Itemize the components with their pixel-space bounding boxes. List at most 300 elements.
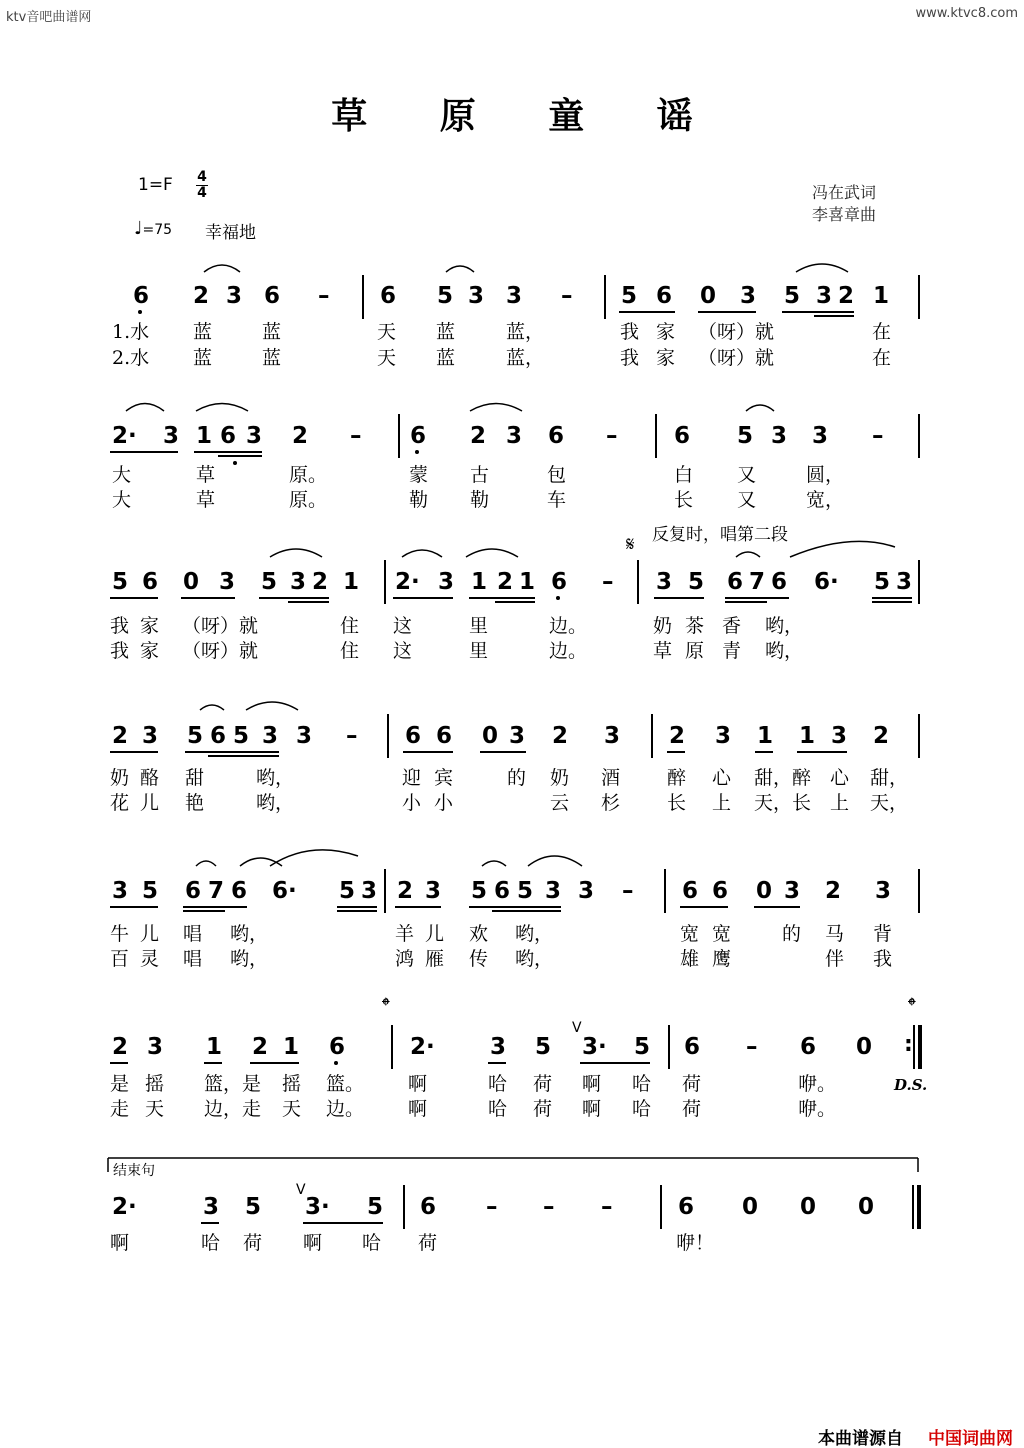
- lyric: 欢: [469, 923, 489, 945]
- watermark-left: ktv音吧曲谱网: [6, 10, 92, 25]
- lyric: 马: [825, 923, 845, 945]
- note: 3: [142, 723, 159, 749]
- lyric: 鹰: [712, 948, 732, 970]
- lyric: 我: [873, 948, 893, 970]
- note: 3: [740, 283, 757, 309]
- lyric: 青: [722, 640, 742, 662]
- note: 3: [219, 569, 236, 595]
- beam-line: [259, 597, 329, 599]
- note: 6: [185, 878, 202, 904]
- footer-source-site[interactable]: 中国词曲网: [928, 1429, 1013, 1448]
- lyric: 花: [110, 792, 130, 814]
- bar-line: [918, 869, 920, 913]
- note: 6·: [814, 569, 839, 595]
- dash: –: [872, 423, 884, 449]
- lyric: 甜，醉: [754, 767, 812, 789]
- note: 1: [206, 1034, 223, 1060]
- bar-line: [918, 714, 920, 758]
- lyric: 心: [712, 767, 732, 789]
- beam-line: [303, 1222, 383, 1224]
- lyric: 草: [196, 489, 216, 511]
- beam-line: [194, 451, 262, 453]
- note: 5: [187, 723, 204, 749]
- lyric: 边。: [326, 1098, 365, 1120]
- bar-line: [384, 869, 386, 913]
- lyric: 甜: [185, 767, 205, 789]
- note: 3: [425, 878, 442, 904]
- note: 6: [420, 1194, 437, 1220]
- lyric: 小: [402, 792, 422, 814]
- dash: –: [606, 423, 618, 449]
- note: 2·: [395, 569, 420, 595]
- note: 6: [142, 569, 159, 595]
- lyric: 我: [620, 321, 640, 343]
- dal-segno-mark: D.S.: [894, 1076, 928, 1094]
- lyric: 哟，: [515, 923, 554, 945]
- lyric: 蓝: [436, 347, 456, 369]
- bar-line: [651, 714, 653, 758]
- lyric: 天: [377, 347, 397, 369]
- beam-line: [667, 751, 685, 753]
- lyric: 荷: [682, 1098, 702, 1120]
- note: 3: [112, 878, 129, 904]
- lyric: 蓝: [262, 321, 282, 343]
- lyric: 伴: [825, 948, 845, 970]
- note: 5: [737, 423, 754, 449]
- song-title: 草 原 童 谣: [331, 95, 723, 137]
- note: 3: [438, 569, 455, 595]
- dash: –: [622, 878, 634, 904]
- lyric: （呀）就: [182, 615, 259, 637]
- note: 1: [757, 723, 774, 749]
- lyric: 圆，: [806, 464, 845, 486]
- note: 1: [873, 283, 890, 309]
- lyric: 雄: [680, 948, 700, 970]
- lyric: 这: [393, 615, 413, 637]
- quarter-note-icon: ♩: [134, 218, 143, 239]
- dash: –: [746, 1034, 758, 1060]
- lyric: 蓝: [193, 347, 213, 369]
- note: 2: [193, 283, 210, 309]
- lyric: 蓝，: [506, 321, 545, 343]
- beam-line: [782, 311, 854, 313]
- note: 5: [535, 1034, 552, 1060]
- key-signature: 1=F: [138, 175, 173, 195]
- watermark-right: www.ktvc8.com: [915, 6, 1018, 21]
- note: 0: [700, 283, 717, 309]
- beam-line: [754, 906, 800, 908]
- note: 6·: [272, 878, 297, 904]
- note: 6: [210, 723, 227, 749]
- note: 3: [246, 423, 263, 449]
- bar-line: [655, 414, 657, 458]
- note: 3: [262, 723, 279, 749]
- lyric: 家: [140, 640, 160, 662]
- note: 0: [183, 569, 200, 595]
- lyric: 摇: [282, 1073, 302, 1095]
- lyric: 百: [110, 948, 130, 970]
- lyric: 蒙: [409, 464, 429, 486]
- note: 3: [509, 723, 526, 749]
- lyric: 哟，: [230, 923, 269, 945]
- lyric: 草: [196, 464, 216, 486]
- lyric: 宽: [680, 923, 700, 945]
- note: 5: [621, 283, 638, 309]
- lyric: 蓝: [193, 321, 213, 343]
- lyric: 我: [110, 615, 130, 637]
- note: 6: [771, 569, 788, 595]
- beam-line: [110, 1062, 128, 1064]
- tempo-marking: ♩=75: [134, 218, 173, 239]
- dash: –: [601, 1194, 613, 1220]
- lyric: 家: [140, 615, 160, 637]
- note: 2: [552, 723, 569, 749]
- lyric: 篮。: [326, 1073, 365, 1095]
- note: 5: [339, 878, 356, 904]
- lyric: 包: [547, 464, 567, 486]
- beam-line: [110, 597, 158, 599]
- lyric: 哈: [488, 1098, 508, 1120]
- lyric: 原。: [289, 489, 328, 511]
- lyric: 哟，: [765, 615, 804, 637]
- lyric: 酒: [601, 767, 621, 789]
- lyric: 奶: [653, 615, 673, 637]
- note: 5: [142, 878, 159, 904]
- lyric: 啊: [582, 1098, 602, 1120]
- beam-line: [698, 311, 756, 313]
- lyric: （呀）就: [698, 347, 775, 369]
- lyric: 又: [737, 489, 757, 511]
- lyric: 云: [550, 792, 570, 814]
- lyric: 是: [110, 1073, 130, 1095]
- beam-line: [469, 597, 535, 599]
- lyric: 2.水: [112, 347, 150, 369]
- beam-line: [755, 751, 773, 753]
- dash: –: [543, 1194, 555, 1220]
- note: 2: [252, 1034, 269, 1060]
- note: 3: [147, 1034, 164, 1060]
- lyric: 宽: [712, 923, 732, 945]
- note: 6: [133, 283, 150, 309]
- lyric: 哟，: [256, 767, 295, 789]
- lyric: 哈: [632, 1073, 652, 1095]
- note: 3: [506, 423, 523, 449]
- beam-line: [580, 1062, 650, 1064]
- note: 2: [669, 723, 686, 749]
- final-bar-line: [917, 1185, 921, 1229]
- note: 3: [506, 283, 523, 309]
- note: 0: [800, 1194, 817, 1220]
- lyric: 雁: [425, 948, 445, 970]
- note: 6: [548, 423, 565, 449]
- note: 5: [233, 723, 250, 749]
- lyric: 长: [667, 792, 687, 814]
- lyric: 传: [469, 948, 489, 970]
- bar-line: [387, 714, 389, 758]
- lyric: （呀）就: [182, 640, 259, 662]
- note: 1: [519, 569, 536, 595]
- dash: –: [486, 1194, 498, 1220]
- note: 5: [112, 569, 129, 595]
- lyric: 儿: [140, 923, 160, 945]
- breath-mark: V: [296, 1182, 306, 1198]
- note: 1: [343, 569, 360, 595]
- note: 3: [296, 723, 313, 749]
- note: 6: [436, 723, 453, 749]
- lyric: 啊: [110, 1232, 130, 1254]
- lyric: 灵: [140, 948, 160, 970]
- lyric: 住: [340, 640, 360, 662]
- lyric: 蓝，: [506, 347, 545, 369]
- lyric: 羊: [395, 923, 415, 945]
- beam-line: [872, 601, 912, 603]
- note: 5: [437, 283, 454, 309]
- dash: –: [346, 723, 358, 749]
- lower-octave-dot: [138, 310, 142, 314]
- lyric: 哟，: [230, 948, 269, 970]
- note: 0: [742, 1194, 759, 1220]
- lyric: 天: [145, 1098, 165, 1120]
- note: 6: [678, 1194, 695, 1220]
- lyric: 长: [674, 489, 694, 511]
- bar-line: [362, 275, 364, 319]
- beam-line: [393, 597, 453, 599]
- note: 3: [812, 423, 829, 449]
- note: 3: [203, 1194, 220, 1220]
- beam-line: [204, 1062, 222, 1064]
- lyric: 儿: [140, 792, 160, 814]
- beam-line: [872, 597, 912, 599]
- lyric: 鸿: [395, 948, 415, 970]
- beam-line: [185, 751, 279, 753]
- note: 6: [727, 569, 744, 595]
- lyric: 荷: [533, 1098, 553, 1120]
- note: 6: [405, 723, 422, 749]
- lyric: 在: [872, 347, 892, 369]
- lyric: 荷: [533, 1073, 553, 1095]
- note: 2: [470, 423, 487, 449]
- lyric: 大: [112, 489, 132, 511]
- note: 1: [799, 723, 816, 749]
- lyric: 又: [737, 464, 757, 486]
- beam-line: [403, 751, 453, 753]
- bar-line: [918, 560, 920, 604]
- note: 3: [545, 878, 562, 904]
- note: 3: [604, 723, 621, 749]
- lyric: 甜，: [870, 767, 909, 789]
- note: 3: [831, 723, 848, 749]
- note: 2·: [112, 1194, 137, 1220]
- beam-line: [250, 1062, 299, 1064]
- lyric: 唱: [183, 948, 203, 970]
- beam-line: [181, 597, 235, 599]
- note: 5: [634, 1034, 651, 1060]
- lyric: 啊: [303, 1232, 323, 1254]
- beam-line: [201, 1222, 219, 1224]
- note: 5: [261, 569, 278, 595]
- lyric: 蓝: [436, 321, 456, 343]
- lyric: 咿！: [676, 1232, 715, 1254]
- beam-line: [492, 910, 561, 912]
- note: 6: [231, 878, 248, 904]
- lyric: 醉: [667, 767, 687, 789]
- lyric: 咿。: [798, 1098, 837, 1120]
- lyricist-credit: 冯在武词: [812, 183, 877, 202]
- lyric: 摇: [145, 1073, 165, 1095]
- note: 3·: [582, 1034, 607, 1060]
- lyric: 篮，是: [204, 1073, 262, 1095]
- lyric: 1.水: [112, 321, 150, 343]
- beam-line: [488, 1062, 506, 1064]
- time-top: 4: [197, 169, 207, 185]
- note: 3: [771, 423, 788, 449]
- note: 3: [490, 1034, 507, 1060]
- bar-line: [664, 869, 666, 913]
- note: 3: [163, 423, 180, 449]
- bar-line: [918, 275, 920, 319]
- bar-line: [660, 1185, 662, 1229]
- lyric: 车: [547, 489, 567, 511]
- lyric: 我: [110, 640, 130, 662]
- lyric: 牛: [110, 923, 130, 945]
- lyric: 哟，: [765, 640, 804, 662]
- lyric: 啊: [408, 1073, 428, 1095]
- beam-line: [337, 910, 377, 912]
- footer-source-label: 本曲谱源自: [818, 1429, 903, 1448]
- note: 6: [656, 283, 673, 309]
- beam-line: [469, 906, 561, 908]
- lyric: 住: [340, 615, 360, 637]
- lyric: 酪: [140, 767, 160, 789]
- lyric: 荷: [418, 1232, 438, 1254]
- note: 7: [749, 569, 766, 595]
- beam-line: [218, 455, 262, 457]
- note: 5: [874, 569, 891, 595]
- lyric: 哟，: [256, 792, 295, 814]
- note: 5: [245, 1194, 262, 1220]
- note: 2·: [410, 1034, 435, 1060]
- lyric: 奶: [110, 767, 130, 789]
- lyric: 走: [110, 1098, 130, 1120]
- note: 2: [112, 723, 129, 749]
- beam-line: [797, 751, 847, 753]
- lyric: 艳: [185, 792, 205, 814]
- dash: –: [318, 283, 330, 309]
- lyric: 哈: [201, 1232, 221, 1254]
- lyric: 哈: [632, 1098, 652, 1120]
- note: 6: [494, 878, 511, 904]
- lower-octave-dot: [334, 1061, 338, 1065]
- note: 3: [361, 878, 378, 904]
- bar-line: [403, 1185, 405, 1229]
- note: 2: [312, 569, 329, 595]
- lyric: 哟，: [515, 948, 554, 970]
- note: 3: [468, 283, 485, 309]
- beam-line: [183, 910, 225, 912]
- lower-octave-dot: [233, 461, 237, 465]
- bar-line: [398, 414, 400, 458]
- note: 6: [380, 283, 397, 309]
- lyric: 心: [830, 767, 850, 789]
- beam-line: [725, 601, 767, 603]
- dash: –: [561, 283, 573, 309]
- lyric: 我: [620, 347, 640, 369]
- bar-line: [913, 1025, 915, 1069]
- composer-credit: 李喜章曲: [812, 205, 877, 224]
- breath-mark: V: [572, 1020, 582, 1036]
- lyric: 哈: [362, 1232, 382, 1254]
- lyric: 里: [469, 640, 489, 662]
- lyric: 的: [782, 923, 802, 945]
- lyric: 迎: [402, 767, 422, 789]
- beam-line: [395, 906, 441, 908]
- lyric: 哈: [488, 1073, 508, 1095]
- bar-line: [604, 275, 606, 319]
- coda-sign: 𝄌: [382, 994, 390, 1019]
- lyric: 荷: [682, 1073, 702, 1095]
- note: 3: [816, 283, 833, 309]
- beam-line: [725, 597, 789, 599]
- note: 2: [112, 1034, 129, 1060]
- lyric: 啊: [408, 1098, 428, 1120]
- lyric: 的: [507, 767, 527, 789]
- note: 2: [397, 878, 414, 904]
- note: 5: [784, 283, 801, 309]
- note: 6: [684, 1034, 701, 1060]
- lyric: 啊: [582, 1073, 602, 1095]
- note: 1: [283, 1034, 300, 1060]
- lyric: 天，长: [754, 792, 812, 814]
- lyric: 草: [653, 640, 673, 662]
- note: 6: [800, 1034, 817, 1060]
- lyric: 原。: [289, 464, 328, 486]
- dash: –: [602, 569, 614, 595]
- note: 6: [410, 423, 427, 449]
- note: 0: [482, 723, 499, 749]
- lyric: 白: [674, 464, 694, 486]
- lyric: 奶: [550, 767, 570, 789]
- lyric: 天: [282, 1098, 302, 1120]
- beam-line: [337, 906, 377, 908]
- bar-line: [912, 1185, 914, 1229]
- bar-line: [391, 1025, 393, 1069]
- note: 3: [578, 878, 595, 904]
- lyric: 小: [434, 792, 454, 814]
- coda-sign: 𝄌: [908, 994, 916, 1019]
- expression-marking: 幸福地: [205, 223, 256, 243]
- note: 5: [517, 878, 534, 904]
- beam-line: [110, 451, 178, 453]
- note: 7: [208, 878, 225, 904]
- bar-line: [668, 1025, 670, 1069]
- lyric: 上: [830, 792, 850, 814]
- note: 6: [712, 878, 729, 904]
- beam-line: [814, 315, 854, 317]
- lyric: 大: [112, 464, 132, 486]
- beam-line: [480, 751, 526, 753]
- lower-octave-dot: [415, 450, 419, 454]
- lyric: 原: [685, 640, 705, 662]
- time-bottom: 4: [197, 185, 207, 201]
- lyric: 里: [469, 615, 489, 637]
- lyric: 天，: [870, 792, 909, 814]
- beam-line: [680, 906, 728, 908]
- beam-line: [110, 906, 158, 908]
- lower-octave-dot: [556, 596, 560, 600]
- beam-line: [619, 311, 675, 313]
- note: 3: [896, 569, 913, 595]
- beam-line: [208, 755, 279, 757]
